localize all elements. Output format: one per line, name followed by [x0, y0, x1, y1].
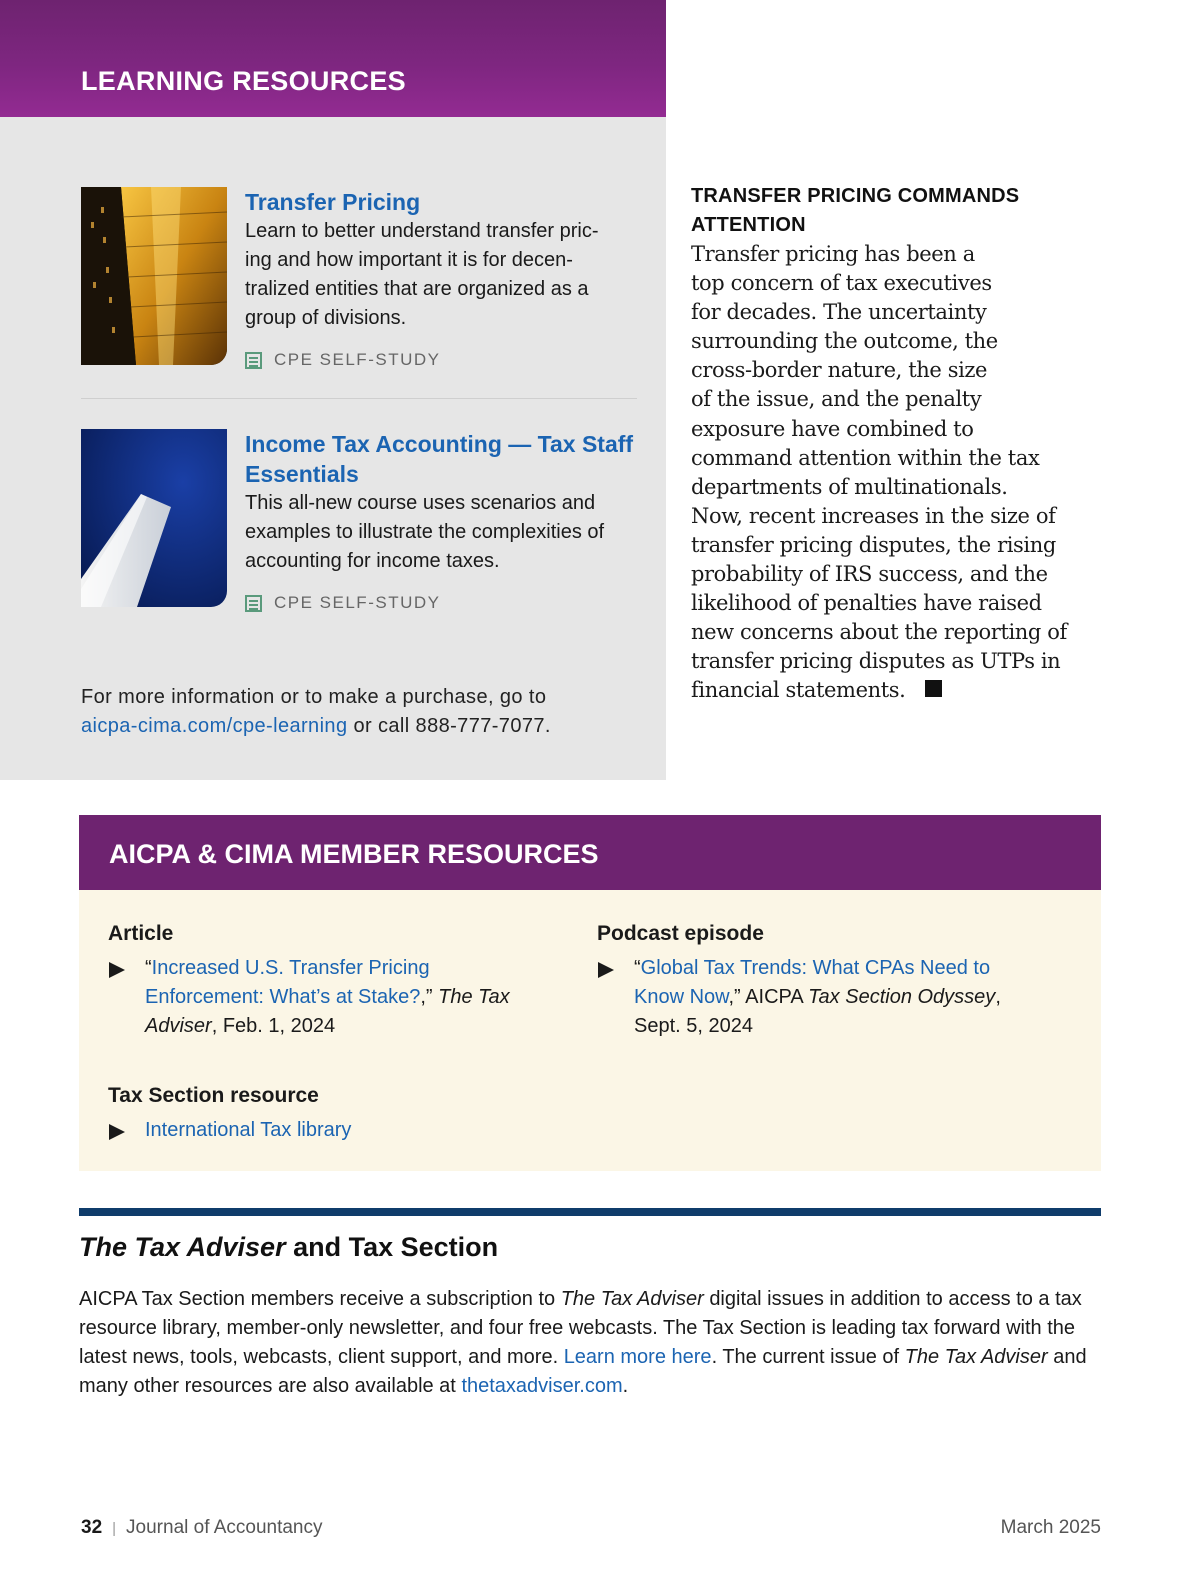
learning-resources-panel	[0, 0, 666, 780]
end-of-article-icon	[925, 680, 942, 697]
podcast-org: AICPA	[745, 986, 803, 1008]
open-quote: “	[634, 957, 641, 979]
publication-name: The Tax Adviser	[904, 1346, 1048, 1368]
sidebar-body-line-text: financial statements.	[691, 678, 906, 703]
footer-separator: |	[112, 1520, 117, 1537]
sidebar-body-line: new concerns about the reporting of	[691, 620, 1067, 645]
podcast-link[interactable]: Global Tax Trends: What CPAs Need to Know Now	[634, 957, 991, 1008]
heading-publication: The Tax Adviser	[79, 1232, 286, 1262]
podcast-heading: Podcast episode	[597, 922, 764, 945]
learn-more-link[interactable]: Learn more here	[563, 1346, 712, 1368]
publication-name: The Tax Adviser	[560, 1288, 704, 1310]
page-footer	[81, 1517, 1101, 1539]
member-resources-header	[79, 815, 1101, 890]
course-description	[245, 217, 645, 333]
course-type	[245, 593, 645, 613]
course-image-skyscraper	[81, 429, 227, 607]
triangle-bullet-icon	[598, 962, 614, 978]
body-text: and many other resources are also available at	[79, 1346, 1087, 1397]
tax-adviser-heading	[79, 1232, 498, 1263]
tax-section-resource-heading: Tax Section resource	[108, 1084, 319, 1107]
member-resources-body	[79, 890, 1101, 1171]
sidebar-body-line: transfer pricing disputes, the rising	[691, 532, 1056, 557]
course-title[interactable]: Transfer Pricing	[245, 189, 421, 215]
member-resources-title: AICPA & CIMA MEMBER RESOURCES	[109, 839, 599, 869]
publication-name: The Tax Adviser	[145, 986, 510, 1037]
course-title[interactable]: Income Tax Accounting — Tax Staff Essentials	[245, 431, 634, 487]
article-heading: Article	[108, 922, 174, 945]
podcast-show-name: Tax Section Odyssey	[808, 986, 996, 1008]
sidebar-body-line: likelihood of penalties have raised	[691, 591, 1042, 616]
section-rule	[79, 1208, 1101, 1216]
heading-rest: and Tax Section	[293, 1232, 499, 1262]
sidebar-body-line: Now, recent increases in the size of	[691, 503, 1056, 528]
article-link[interactable]: Increased U.S. Transfer Pricing Enforcement: What’s at Stake?	[145, 957, 430, 1008]
triangle-bullet-icon	[109, 962, 125, 978]
sidebar-body-line	[691, 676, 1111, 705]
tax-adviser-body	[79, 1285, 1104, 1401]
learning-resources-footer	[81, 683, 641, 741]
tax-section-resource-item	[108, 1116, 538, 1145]
podcast-column	[597, 919, 1027, 1041]
sidebar-body	[691, 240, 1111, 706]
sidebar-body-line: cross-border nature, the size	[691, 358, 988, 383]
course-description-line: tralized entities that are organized as a	[245, 278, 589, 300]
body-text: AICPA Tax Section members receive a subscription to	[79, 1288, 556, 1310]
article-column	[108, 919, 538, 1145]
course-type	[245, 350, 645, 370]
sidebar-body-line: probability of IRS success, and the	[691, 562, 1048, 587]
sidebar-body-line: surrounding the outcome, the	[691, 329, 998, 354]
sidebar-body-line: for decades. The uncertainty	[691, 300, 987, 325]
body-text: digital issues in addition to access to a tax resource library, member-only newsletter, and four free webcasts. The Tax Section is leading tax forward with the latest news, tools, webcasts, client support, and more.	[79, 1288, 1082, 1368]
footer-text: For more information or to make a purchase, go to	[81, 686, 547, 708]
close-quote: ,”	[728, 986, 741, 1008]
sidebar-body-line: departments of multinationals.	[691, 474, 1008, 499]
course-image-building	[81, 187, 227, 365]
podcast-date: , Sept. 5, 2024	[634, 986, 1001, 1037]
page-number: 32	[81, 1517, 103, 1538]
open-quote: “	[145, 957, 152, 979]
triangle-bullet-icon	[109, 1124, 125, 1140]
document-icon	[245, 595, 262, 612]
learning-resources-title: LEARNING RESOURCES	[81, 66, 406, 96]
course-type-label: CPE SELF-STUDY	[274, 350, 441, 369]
sidebar-body-line: command attention within the tax	[691, 445, 1040, 470]
body-text: .	[622, 1375, 629, 1397]
thetaxadviser-link[interactable]: thetaxadviser.com	[461, 1375, 623, 1397]
sidebar-article	[691, 182, 1111, 706]
podcast-item	[597, 954, 1027, 1041]
international-tax-library-link[interactable]: International Tax library	[145, 1119, 352, 1141]
cpe-learning-link[interactable]: aicpa-cima.com/cpe-learning	[81, 715, 348, 737]
close-quote: ,”	[420, 986, 433, 1008]
sidebar-body-line: of the issue, and the penalty	[691, 387, 982, 412]
article-item	[108, 954, 538, 1041]
course-description-line: group of divisions.	[245, 307, 407, 329]
issue-date: March 2025	[1000, 1517, 1101, 1538]
course-description: This all-new course uses scenarios and examples to illustrate the complexities of accounting for income taxes.	[245, 492, 605, 572]
learning-resources-header	[0, 0, 666, 117]
course-description-line: Learn to better understand transfer pric-	[245, 220, 599, 242]
course-description-line: ing and how important it is for decen-	[245, 249, 573, 271]
journal-name: Journal of Accountancy	[126, 1517, 323, 1538]
body-text: . The current issue of	[711, 1346, 900, 1368]
sidebar-heading: TRANSFER PRICING COMMANDS ATTENTION	[691, 185, 1020, 236]
sidebar-body-line: Transfer pricing has been a	[691, 242, 975, 266]
article-date: , Feb. 1, 2024	[211, 1015, 336, 1037]
document-icon	[245, 352, 262, 369]
course-divider	[81, 398, 637, 399]
sidebar-body-line: top concern of tax executives	[691, 271, 992, 296]
footer-phone-text: or call 888-777-7077.	[353, 715, 551, 737]
sidebar-body-line: exposure have combined to	[691, 416, 974, 441]
course-type-label: CPE SELF-STUDY	[274, 593, 441, 612]
sidebar-body-line: transfer pricing disputes as UTPs in	[691, 649, 1061, 674]
